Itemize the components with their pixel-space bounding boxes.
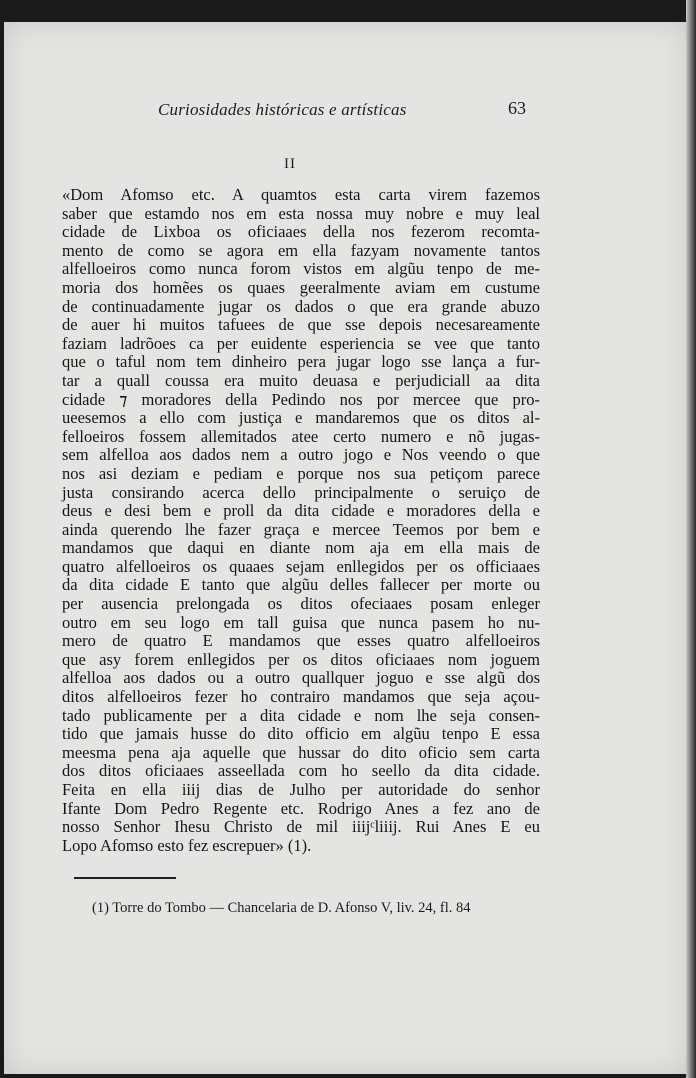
body-line: Lopo Afomso esto fez escrepuer» (1). [62,835,312,855]
body-line: Feita en ella iiij dias de Julho per autoridade do senhor [62,780,540,799]
body-line: cidade de Lixboa os oficiaaes della nos fezerom recomta- [62,222,540,242]
body-line: dos ditos oficiaaes asseellada com ho seello da dita cidade. [62,761,540,781]
body-line: sem alfelloa aos dados nem a outro jogo e Nos veendo o que [62,445,540,465]
body-line: «Dom Afomso etc. A quamtos esta carta virem fazemos [62,185,540,204]
body-line: nos asi deziam e pediam e porque nos sua petiçom parece [62,463,540,483]
body-line: alfelloa aos dados ou a outro quallquer joguo e sse algũ dos [62,668,540,688]
body-line: tido que jamais husse do dito officio em algũu tenpo E essa [62,724,540,744]
body-line: ainda querendo lhe fazer graça e mercee Teemos por bem e [62,519,540,539]
body-line: ueesemos a ello com justiça e mandaremos que os ditos al- [62,408,540,428]
body-line: nosso Senhor Ihesu Christo de mil iiijᶜliiij. Rui Anes E eu [62,817,540,837]
body-line: saber que estamdo nos em esta nossa muy nobre e muy leal [62,203,540,223]
section-number: II [284,156,296,172]
body-line: per ausencia prelongada os ditos ofeciaaes posam enleger [62,594,540,614]
page-number: 63 [508,98,526,118]
body-line: faziam ladrõoes ca per euidente esperiencia se vee que tanto [62,333,540,353]
body-line: moria dos homẽes os quaes geeralmente aviam em custume [62,277,540,297]
body-line: de continuadamente jugar os dados o que era grande abuzo [62,296,540,316]
page-edge-shadow [686,0,696,1078]
body-line: ditos alfelloeiros fezer ho contrairo mandamos que seja açou- [62,687,540,707]
body-line: tado publicamente per a dita cidade e nom lhe seja consen- [62,705,540,725]
body-line: meesma pena aja aquelle que hussar do dito oficio sem carta [62,742,540,762]
body-line: que asy forem enllegidos per os ditos oficiaaes nom joguem [62,649,540,669]
footnote: (1) Torre do Tombo — Chancelaria de D. Afonso V, liv. 24, fl. 84 [92,900,471,916]
body-line: cidade ⁊ moradores della Pedindo nos por mercee que pro- [62,389,540,409]
body-line: Ifante Dom Pedro Regente etc. Rodrigo Anes a fez ano de [62,798,540,818]
body-line: da dita cidade E tanto que algũu delles fallecer per morte ou [62,575,540,595]
body-line: que o taful nom tem dinheiro pera jugar logo sse lança a fur- [62,352,540,372]
body-line: tar a quall coussa era muito deuasa e perjudiciall aa dita [62,370,540,390]
body-line: mento de como se agora em ella fazyam novamente tantos [62,240,540,260]
footnote-rule [74,877,176,879]
body-line: justa consirando acerca dello principalmente o seruiço de [62,482,540,502]
body-line: mero de quatro E mandamos que esses quatro alfelloeiros [62,631,540,651]
body-line: felloeiros fossem allemitados atee certo numero e nõ jugas- [62,426,540,446]
body-line: deus e desi bem e proll da dita cidade e moradores della e [62,501,540,521]
body-text [62,186,540,855]
body-line: de auer hi muitos tafuees de que sse depois necesareamente [62,315,540,335]
body-line: quatro alfelloeiros os quaaes sejam enllegidos per os officiaaes [62,556,540,576]
running-head: Curiosidades históricas e artísticas [158,100,407,119]
page-header [0,96,696,126]
body-line: mandamos que daqui en diante nom aja em ella mais de [62,538,540,558]
body-line: alfelloeiros como nunca forom vistos em algũu tenpo de me- [62,259,540,279]
body-line: outro em seu logo em tall guisa que nunca pasem ho nu- [62,612,540,632]
